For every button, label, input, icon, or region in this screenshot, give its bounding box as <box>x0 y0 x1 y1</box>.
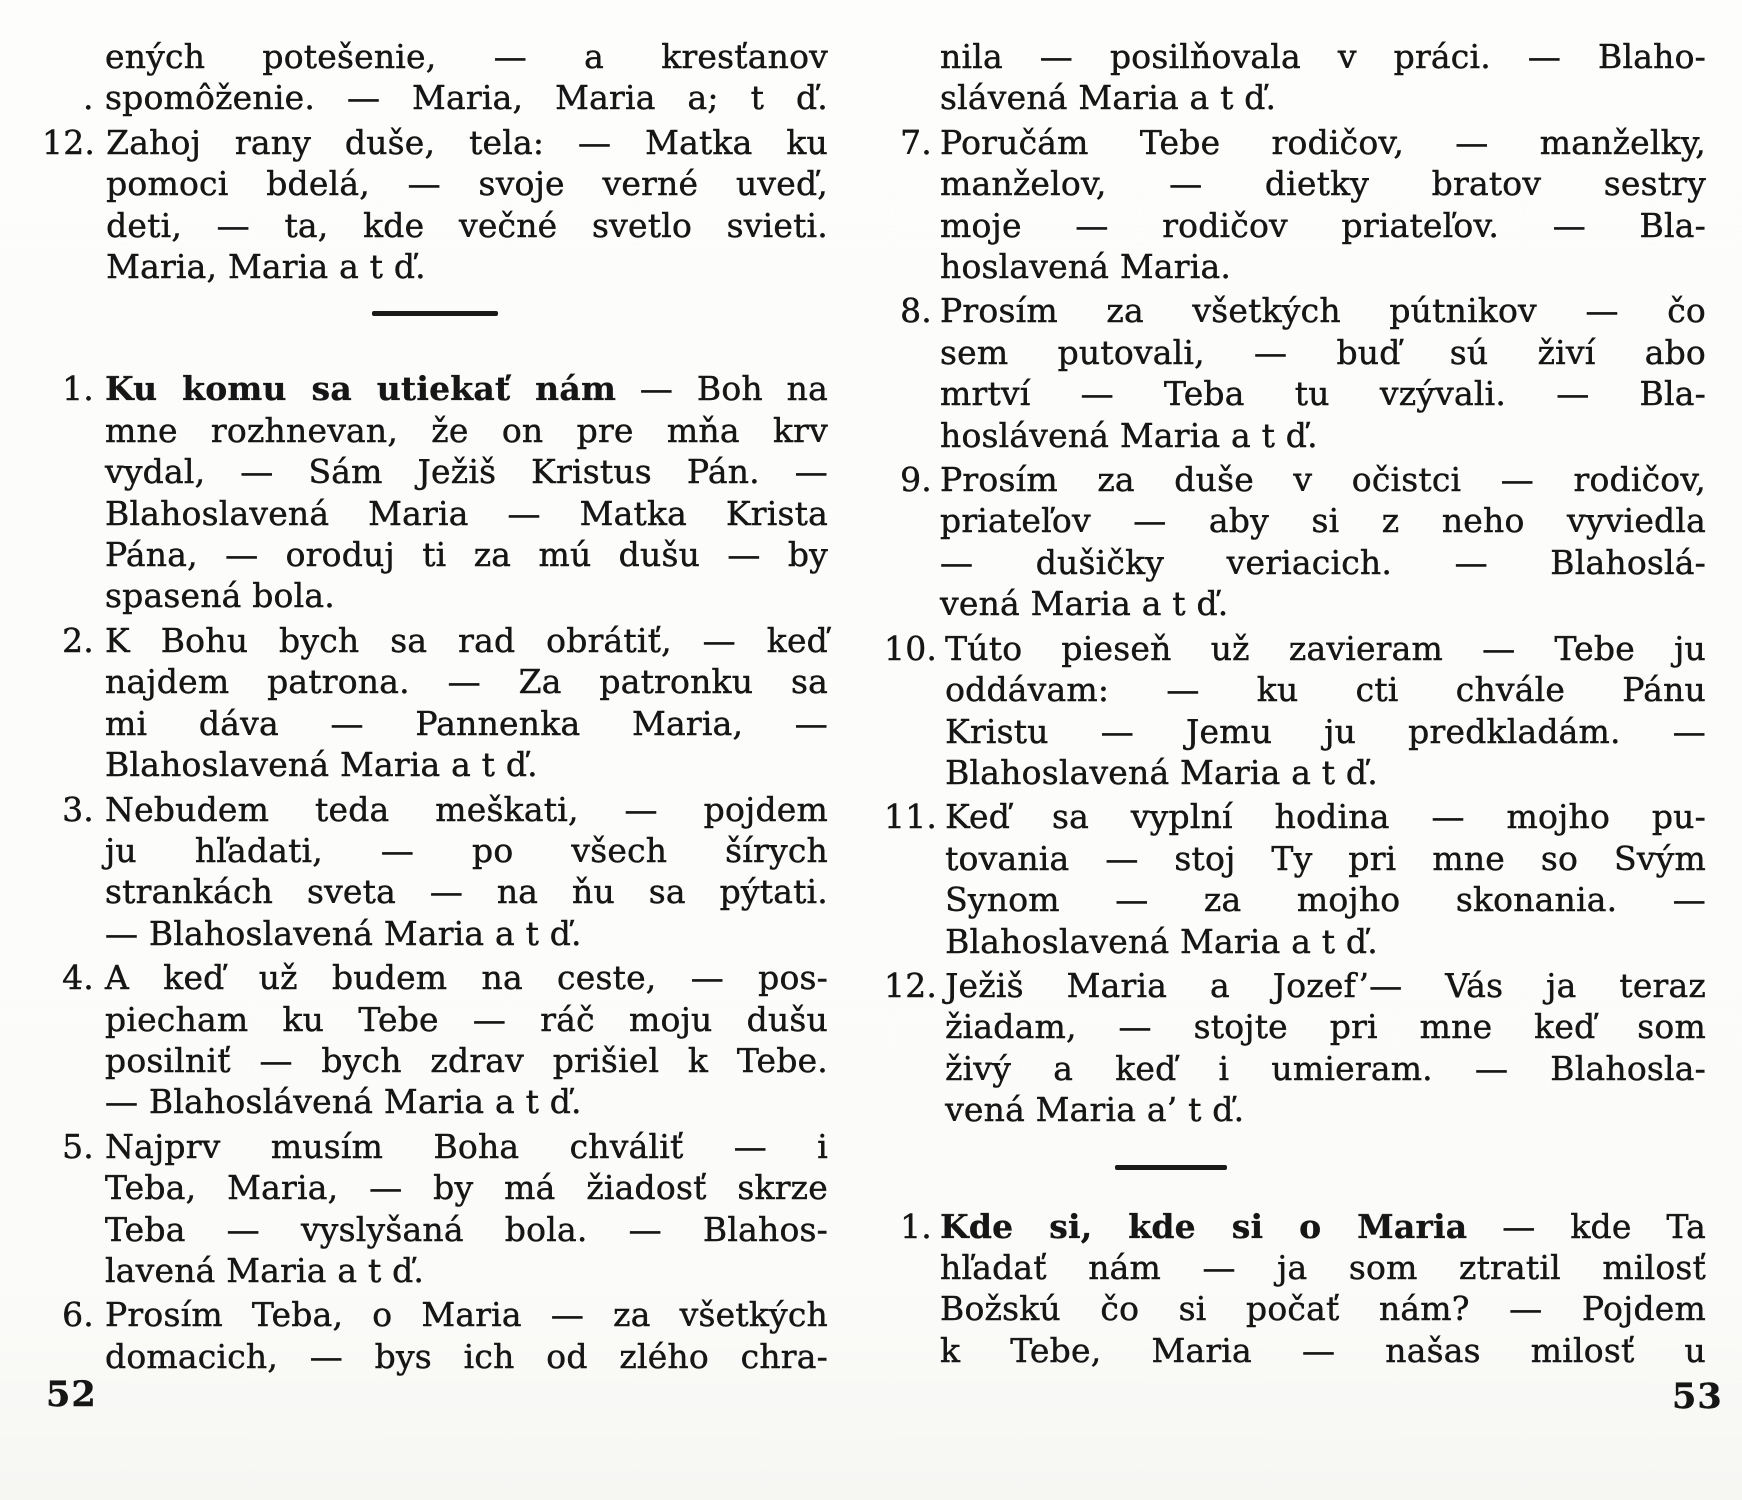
text-line: Teba, Maria, — by má žiadosť skrze <box>105 1168 828 1208</box>
verse-continuation <box>884 36 1706 119</box>
text-line: Prosím Teba, o Maria — za všetkých <box>105 1295 828 1335</box>
text-line: Prosím za všetkých pútnikov — čo <box>940 291 1706 331</box>
text-line: žiadam, — stojte pri mne keď som <box>945 1007 1706 1047</box>
text-line: Najprv musím Boha chváliť — i <box>105 1126 828 1166</box>
verse-number: 3. <box>62 789 94 829</box>
text-line: Maria, Maria a t ď. <box>106 247 426 287</box>
page-number-left: 52 <box>46 1374 97 1415</box>
text-line: Prosím za duše v očistci — rodičov, <box>940 460 1706 500</box>
verse-number: 7. <box>900 122 932 162</box>
text-line: živý a keď i umieram. — Blahosla- <box>945 1048 1706 1088</box>
verse-lines <box>105 1126 828 1292</box>
verse-number: 2. <box>62 620 94 660</box>
text-line: Blahoslavená Maria a t ď. <box>945 921 1378 961</box>
verse-item-4 <box>42 957 828 1123</box>
verse-number: 5. <box>62 1126 94 1166</box>
verse-number: 6. <box>62 1295 94 1335</box>
margin-mark: . <box>83 78 94 118</box>
text-line: vená Maria a t ď. <box>940 584 1229 624</box>
page-right-text-blocks <box>884 36 1706 1371</box>
verse-item-11 <box>884 796 1706 962</box>
verse-lines <box>105 620 828 786</box>
verse-lines <box>105 957 828 1123</box>
verse-item-12 <box>42 122 828 288</box>
verse-continuation <box>42 36 828 119</box>
section-divider-rule <box>1115 1165 1227 1170</box>
text-line: Kristu — Jemu ju predkladám. — <box>945 711 1706 751</box>
verse-lines <box>105 1294 828 1377</box>
text-line: vená Maria a’ t ď. <box>945 1090 1245 1130</box>
text-line: mrtví — Teba tu vzývali. — Bla- <box>940 374 1706 414</box>
text-line: — Blahoslávená Maria a t ď. <box>105 1082 582 1122</box>
verse-item-8 <box>884 290 1706 456</box>
text-line: pomoci bdelá, — svoje verné uveď, <box>106 164 828 204</box>
verse-lines <box>945 628 1706 794</box>
text-line: spasená bola. <box>105 576 335 616</box>
verse-lines <box>940 122 1706 288</box>
verse-lines <box>940 459 1706 625</box>
text-line: ju hľadati, — po všech šírych <box>105 830 828 870</box>
section-divider-rule <box>372 311 498 316</box>
verse-item-6 <box>42 1294 828 1377</box>
text-line: mi dáva — Pannenka Maria, — <box>105 703 828 743</box>
verse-item-5 <box>42 1126 828 1292</box>
text-line: Ku komu sa utiekať nám — Boh na <box>105 369 828 409</box>
text-line: hľadať nám — ja som ztratil milosť <box>940 1247 1706 1287</box>
text-line: Teba — vyslyšaná bola. — Blahos- <box>105 1209 828 1249</box>
text-line: posilniť — bych zdrav prišiel k Tebe. <box>105 1040 828 1080</box>
page-left <box>42 36 828 1380</box>
text-line: K Bohu bych sa rad obrátiť, — keď <box>105 620 828 660</box>
text-line: Blahoslavená Maria — Matka Krista <box>105 493 828 533</box>
verse-number: 1. <box>62 369 94 409</box>
text-line: manželov, — dietky bratov sestry <box>940 164 1706 204</box>
verse-lines <box>945 965 1706 1131</box>
text-line: lavená Maria a t ď. <box>105 1250 425 1290</box>
verse-lines <box>940 1206 1706 1372</box>
page-number-right: 53 <box>1672 1376 1723 1417</box>
text-line: Túto pieseň už zavieram — Tebe ju <box>945 628 1706 668</box>
text-line: — dušičky veriacich. — Blahoslá- <box>940 542 1706 582</box>
text-line: Blahoslavená Maria a t ď. <box>105 745 538 785</box>
verse-item-1 <box>42 368 828 616</box>
verse-item-10 <box>884 628 1706 794</box>
text-line: hoslavená Maria. <box>940 247 1232 287</box>
verse-title-bold: Ku komu sa utiekať nám <box>105 369 617 409</box>
verse-lines <box>105 368 828 616</box>
text-line: Poručám Tebe rodičov, — manželky, <box>940 122 1706 162</box>
text-line: mne rozhnevan, že on pre mňa krv <box>105 410 828 450</box>
verse-number: 12. <box>884 965 938 1005</box>
text-line: vydal, — Sám Ježiš Kristus Pán. — <box>105 452 828 492</box>
text-line: deti, — ta, kde večné svetlo svieti. <box>106 205 828 245</box>
verse-item-1 <box>884 1206 1706 1372</box>
verse-item-7 <box>884 122 1706 288</box>
verse-item-3 <box>42 789 828 955</box>
text-line: priateľov — aby si z neho vyviedla <box>940 501 1706 541</box>
text-line: sem putovali, — buď sú živí abo <box>940 332 1706 372</box>
verse-number: 11. <box>884 797 938 837</box>
text-line: Nebudem teda meškati, — pojdem <box>105 789 828 829</box>
verse-lines <box>105 789 828 955</box>
text-line: Pána, — oroduj ti za mú dušu — by <box>105 535 828 575</box>
verse-number: 8. <box>900 291 932 331</box>
verse-number: 12. <box>42 122 96 162</box>
page-right <box>884 36 1706 1374</box>
text-line: Synom — za mojho skonania. — <box>945 880 1706 920</box>
verse-number: 4. <box>62 958 94 998</box>
verse-lines <box>106 122 828 288</box>
text-line: moje — rodičov priateľov. — Bla- <box>940 205 1706 245</box>
text-line: slávená Maria a t ď. <box>940 78 1277 118</box>
text-line: ených potešenie, — a kresťanov <box>105 37 828 76</box>
verse-title-bold: Kde si, kde si o Maria <box>940 1206 1468 1246</box>
text-line: Božskú čo si počať nám? — Pojdem <box>940 1289 1706 1329</box>
text-line: nila — posilňovala v práci. — Blaho- <box>940 37 1706 76</box>
verse-item-9 <box>884 459 1706 625</box>
verse-lines <box>83 36 828 119</box>
text-line: tovania — stoj Ty pri mne so Svým <box>945 838 1706 878</box>
verse-number: 1. <box>900 1206 932 1246</box>
text-line: oddávam: — ku cti chvále Pánu <box>945 670 1706 710</box>
text-line: najdem patrona. — Za patronku sa <box>105 662 828 702</box>
verse-item-2 <box>42 620 828 786</box>
text-line: hoslávená Maria a t ď. <box>940 415 1318 455</box>
text-line: — Blahoslavená Maria a t ď. <box>105 913 582 953</box>
text-line: . spomôženie. — Maria, Maria a; t ď. <box>83 78 828 118</box>
page-left-text-blocks <box>42 36 828 1377</box>
text-line: piecham ku Tebe — ráč moju dušu <box>105 999 828 1039</box>
text-line: Keď sa vyplní hodina — mojho pu- <box>945 797 1706 837</box>
text-line: Zahoj rany duše, tela: — Matka ku <box>106 122 828 162</box>
verse-number: 9. <box>900 460 932 500</box>
text-line: strankách sveta — na ňu sa pýtati. <box>105 872 828 912</box>
text-line: Blahoslavená Maria a t ď. <box>945 752 1378 792</box>
verse-lines <box>940 36 1706 119</box>
verse-item-12 <box>884 965 1706 1131</box>
verse-lines <box>945 796 1706 962</box>
text-line: Kde si, kde si o Maria — kde Ta <box>940 1206 1706 1246</box>
verse-number <box>884 36 940 119</box>
verse-lines <box>940 290 1706 456</box>
verse-number: 10. <box>884 628 938 668</box>
verse-number <box>42 36 105 119</box>
text-line: A keď už budem na ceste, — pos- <box>105 958 828 998</box>
text-line: Ježiš Maria a Jozef’— Vás ja teraz <box>945 965 1706 1005</box>
text-line: domacich, — bys ich od zlého chra- <box>105 1336 828 1376</box>
text-line: k Tebe, Maria — našas milosť u <box>940 1330 1706 1370</box>
